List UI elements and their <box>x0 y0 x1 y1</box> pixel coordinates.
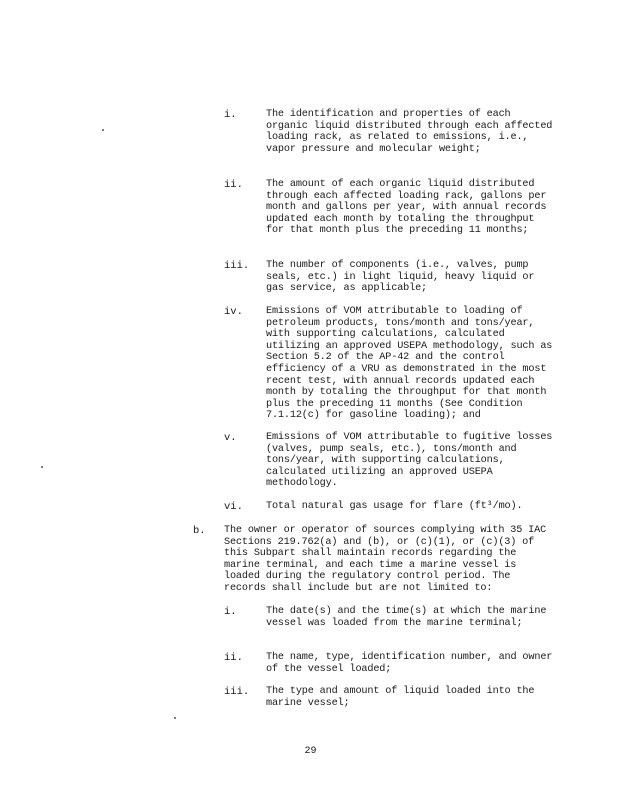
item-label: iii. <box>224 260 250 272</box>
item-label: b. <box>193 525 206 537</box>
item-label: i. <box>224 606 237 618</box>
item-label: ii. <box>224 179 243 191</box>
item-text: The name, type, identification number, and owner of the vessel loaded; <box>266 652 553 675</box>
item-text: Emissions of VOM attributable to fugitive losses (valves, pump seals, etc.), tons/month and tons/year, with supporting calculations, calculated utilizing an approved USEPA methodology. <box>266 432 553 490</box>
item-text: Total natural gas usage for flare (ft³/mo). <box>266 501 523 512</box>
item-text: The identification and properties of each organic liquid distributed through each affected loading rack, as related to emissions, i.e., vapor pressure and molecular weight; <box>266 109 553 155</box>
item-label: iv. <box>224 306 243 318</box>
item-text: The date(s) and the time(s) at which the marine vessel was loaded from the marine terminal; <box>266 606 547 629</box>
page-number: 29 <box>304 746 317 757</box>
item-text: The owner or operator of sources complying with 35 IAC Sections 219.762(a) and (b), or (c)(1), or (c)(3) of this Subpart shall maintain records regarding the marine terminal, and each time a marine vessel is loaded during the regulatory control period. The records shall include but are not limited to: <box>224 525 547 594</box>
item-text: Emissions of VOM attributable to loading of petroleum products, tons/month and tons/year, with supporting calculations, calculated utilizing an approved USEPA methodology, such as Section 5.2 of the AP-42 and the control efficiency of a VRU as demonstrated in the most recent test, with annual records updated each month by totaling the throughput for that month plus the preceding 11 months (See Condition 7.1.12(c) for gasoline loading); and <box>266 306 553 422</box>
item-label: iii. <box>224 686 250 698</box>
scan-speck <box>102 129 104 131</box>
item-text: The number of components (i.e., valves, pump seals, etc.) in light liquid, heavy liquid or gas service, as applicable; <box>266 260 535 295</box>
item-text: The amount of each organic liquid distributed through each affected loading rack, gallons per month and gallons per year, with annual records updated each month by totaling the throughput for that month plus the preceding 11 months; <box>266 179 547 237</box>
item-label: v. <box>224 432 237 444</box>
item-label: ii. <box>224 652 243 664</box>
item-label: i. <box>224 109 237 121</box>
item-label: vi. <box>224 501 243 513</box>
scan-speck <box>174 717 176 719</box>
scan-speck <box>41 466 43 468</box>
item-text: The type and amount of liquid loaded into the marine vessel; <box>266 686 535 709</box>
